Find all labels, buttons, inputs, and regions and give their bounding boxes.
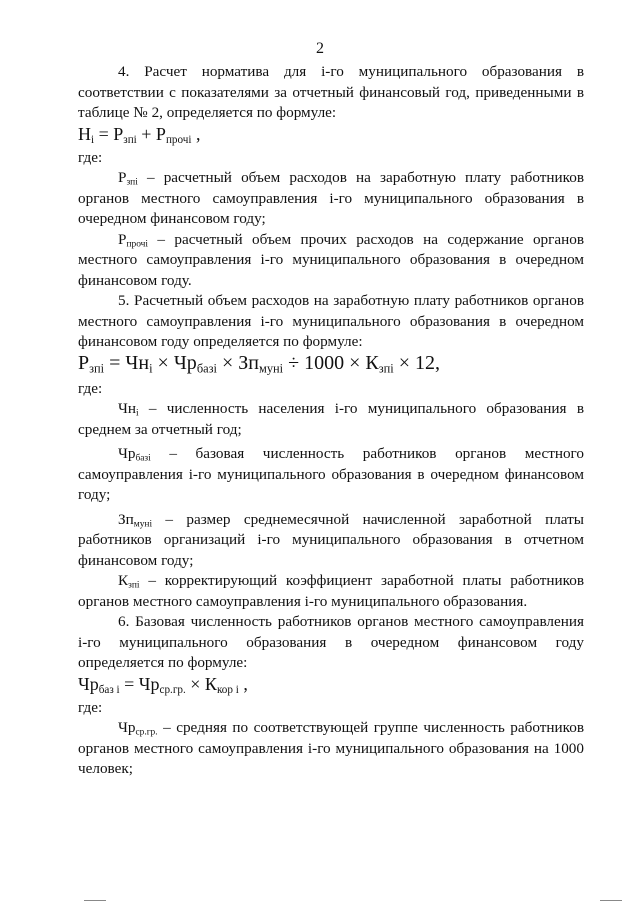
definition-rzp: $Р_{зпi}$ – расчетный объем расходов на заработную плату работников органов местного самоуправления i-го муниципального образования в очередном финансовом году; <box>78 169 584 227</box>
definition-rprochi: $Р_{прочi}$ – расчетный объем прочих расходов на содержание органов местного самоуправления i-го муниципального образования в очередном финансовом году. <box>78 230 584 289</box>
page-number: 2 <box>316 40 324 57</box>
definition-chn: $Чн_i$ – численность населения i-го муниципального образования в среднем за отчетный год; <box>78 400 584 438</box>
paragraph-6: 6. Базовая численность работников органов местного самоуправления i-го муниципального образования в очередном финансовом году определяется по формуле: <box>78 613 584 671</box>
definition-zp-mun: $Зп_{мунi}$ – размер среднемесячной начисленной заработной платы работников организаций i-го муниципального образования в отчетном финансовом году; <box>78 510 584 569</box>
where-label: где: <box>78 148 103 166</box>
document-body <box>78 62 584 780</box>
formula-normative: $Н_i = Р_{зпi} + Р_{прочi}$ , <box>78 123 201 146</box>
paragraph-4: 4. Расчет норматива для i-го муниципального образования в соответствии с показателями за отчетный финансовый год, приведенными в таблице № 2, определяется по формуле: <box>78 63 584 121</box>
definition-chr-sr-gr: $Чр_{ср.гр.}$ – средняя по соответствующей группе численность работников органов местного самоуправления i-го муниципального образования на 1000 человек; <box>78 719 584 777</box>
footer-rule-left <box>84 900 106 901</box>
definition-k-zp: $К_{зпi}$ – корректирующий коэффициент заработной платы работников органов местного самоуправления i-го муниципального образования. <box>78 572 584 610</box>
where-label: где: <box>78 698 103 716</box>
definition-chr-baz: $Чр_{базi}$ – базовая численность работников органов местного самоуправления i-го муниципального образования в очередном финансовом году; <box>78 445 584 503</box>
formula-base-headcount: $Чр_{баз i} = Чр_{ср.гр.} \times К_{кор i}$ , <box>78 673 248 696</box>
formula-salary-expenses: $Р_{зпi} = Чн_i \times Чр_{базi} \times Зп_{мунi} \div 1000 \times К_{зпi} \times 12$, <box>78 351 440 375</box>
paragraph-5: 5. Расчетный объем расходов на заработную плату работников органов местного самоуправления i-го муниципального образования в очередном финансовом году определяется по формуле: <box>78 292 584 350</box>
where-label: где: <box>78 379 103 397</box>
footer-rule-right <box>600 900 622 901</box>
